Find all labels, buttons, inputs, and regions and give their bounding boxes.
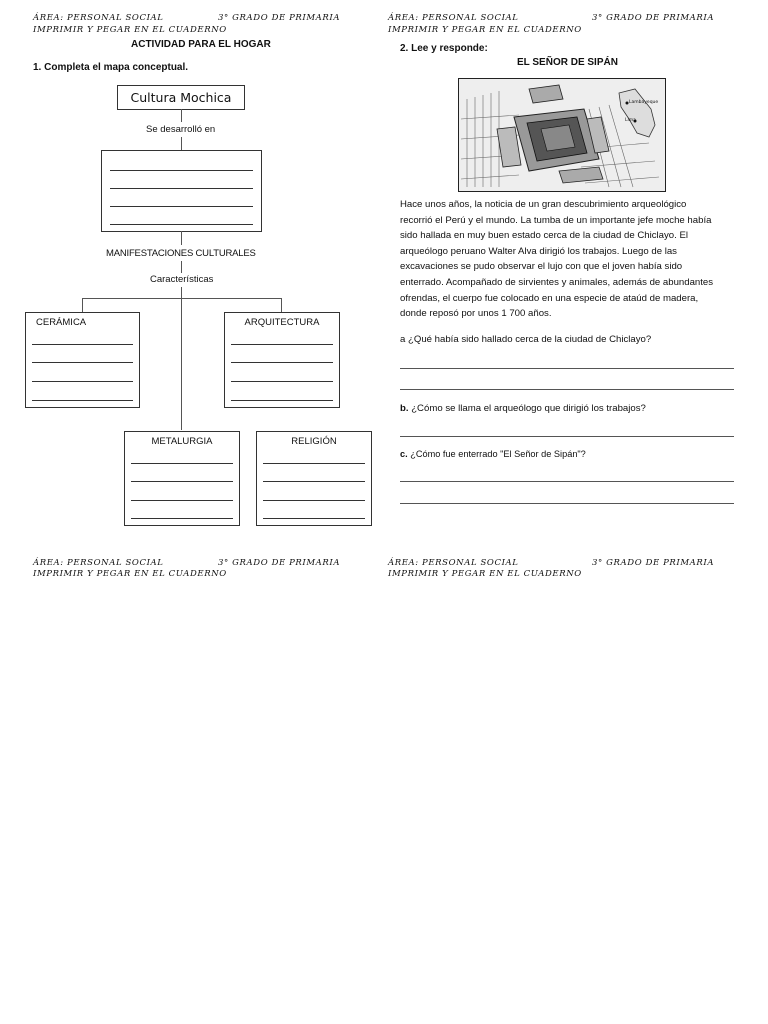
map-metalurgia-box (124, 431, 240, 526)
question-a: a ¿Qué había sido hallado cerca de la ciudad de Chiclayo? (400, 334, 652, 345)
connector-line (181, 137, 182, 150)
header-grade-bottom-left: 3° GRADO DE PRIMARIA (218, 558, 341, 568)
question-c-letter: c. (400, 449, 408, 459)
header-area-right: ÁREA: PERSONAL SOCIAL (388, 13, 519, 23)
map-root-box (117, 85, 245, 110)
map-root-label: Cultura Mochica (130, 90, 232, 105)
map-metalurgia-label: METALURGIA (151, 436, 213, 447)
answer-line (32, 344, 133, 345)
header-instruction-bottom-left: IMPRIMIR Y PEGAR EN EL CUADERNO (33, 569, 227, 579)
answer-line (231, 400, 333, 401)
question-c-text: ¿Cómo fue enterrado "El Señor de Sipán"? (407, 449, 586, 459)
connector-line (181, 287, 182, 430)
answer-line (131, 463, 233, 464)
map-arquitectura-box (224, 312, 340, 408)
answer-line (110, 188, 253, 189)
header-grade-bottom-right: 3° GRADO DE PRIMARIA (592, 558, 715, 568)
map-location-box (101, 150, 262, 232)
reading-paragraph: Hace unos años, la noticia de un gran descubrimiento arqueológico recorrió el Perú y el mundo. La tumba de un importante jefe moche había sido hallada en muy buen estado cerca de la ciudad de Chiclayo. El arqueólogo peruano Walter Alva dirigió los trabajos. Luego de las excavaciones se pudo observar el lujo con que el joven había sido enterrado. Acompañado de sirvientes y animales, además de abundantes ofrendas, el cuerpo fue colocado en una especie de ataúd de madera, donde reposó por unos 1 700 años. (400, 199, 714, 320)
map-religion-box (256, 431, 372, 526)
map-ceramica-box (25, 312, 140, 408)
connector-line (181, 109, 182, 122)
answer-line (32, 381, 133, 382)
answer-line (263, 463, 365, 464)
map-label-lima: Lima (625, 118, 636, 123)
answer-line (131, 481, 233, 482)
answer-line (400, 368, 734, 369)
header-grade-left: 3° GRADO DE PRIMARIA (218, 13, 341, 23)
connector-line (181, 261, 182, 273)
answer-line (32, 362, 133, 363)
reading-title: EL SEÑOR DE SIPÁN (517, 57, 618, 68)
answer-line (110, 170, 253, 171)
answer-line (400, 389, 734, 390)
header-area-bottom-right: ÁREA: PERSONAL SOCIAL (388, 558, 519, 568)
connector-line (281, 298, 282, 312)
header-area-bottom-left: ÁREA: PERSONAL SOCIAL (33, 558, 164, 568)
answer-line (263, 518, 365, 519)
map-arquitectura-label: ARQUITECTURA (244, 317, 320, 328)
sipan-tomb-illustration (458, 78, 666, 192)
answer-line (231, 344, 333, 345)
answer-line (400, 481, 734, 482)
answer-line (400, 436, 734, 437)
header-area-left: ÁREA: PERSONAL SOCIAL (33, 13, 164, 23)
connector-line (181, 231, 182, 245)
answer-line (263, 500, 365, 501)
answer-line (231, 381, 333, 382)
tomb-drawing (459, 79, 665, 191)
map-religion-label: RELIGIÓN (291, 436, 337, 447)
map-label-lambayeque: Lambayeque (629, 100, 659, 105)
map-link-caracteristicas: Características (150, 274, 214, 285)
answer-line (131, 500, 233, 501)
connector-line (82, 298, 83, 312)
header-instruction-left: IMPRIMIR Y PEGAR EN EL CUADERNO (33, 25, 227, 35)
header-grade-right: 3° GRADO DE PRIMARIA (592, 13, 715, 23)
question-b-text: ¿Cómo se llama el arqueólogo que dirigió los trabajos? (408, 403, 646, 414)
question-b (400, 403, 646, 414)
answer-line (110, 206, 253, 207)
question-b-letter: b. (400, 403, 409, 414)
question-1-label: 1. Completa el mapa conceptual. (33, 62, 189, 73)
header-instruction-bottom-right: IMPRIMIR Y PEGAR EN EL CUADERNO (388, 569, 582, 579)
answer-line (32, 400, 133, 401)
answer-line (131, 518, 233, 519)
connector-line (82, 298, 281, 299)
answer-line (263, 481, 365, 482)
map-ceramica-label: CERÁMICA (36, 317, 87, 328)
answer-line (110, 224, 253, 225)
answer-line (400, 503, 734, 504)
question-2-label: 2. Lee y responde: (400, 43, 488, 54)
map-manifestaciones: MANIFESTACIONES CULTURALES (106, 248, 256, 259)
activity-title: ACTIVIDAD PARA EL HOGAR (131, 39, 271, 50)
header-instruction-right: IMPRIMIR Y PEGAR EN EL CUADERNO (388, 25, 582, 35)
question-c (400, 449, 586, 459)
map-link-desarrollo: Se desarrolló en (146, 124, 216, 135)
answer-line (231, 362, 333, 363)
